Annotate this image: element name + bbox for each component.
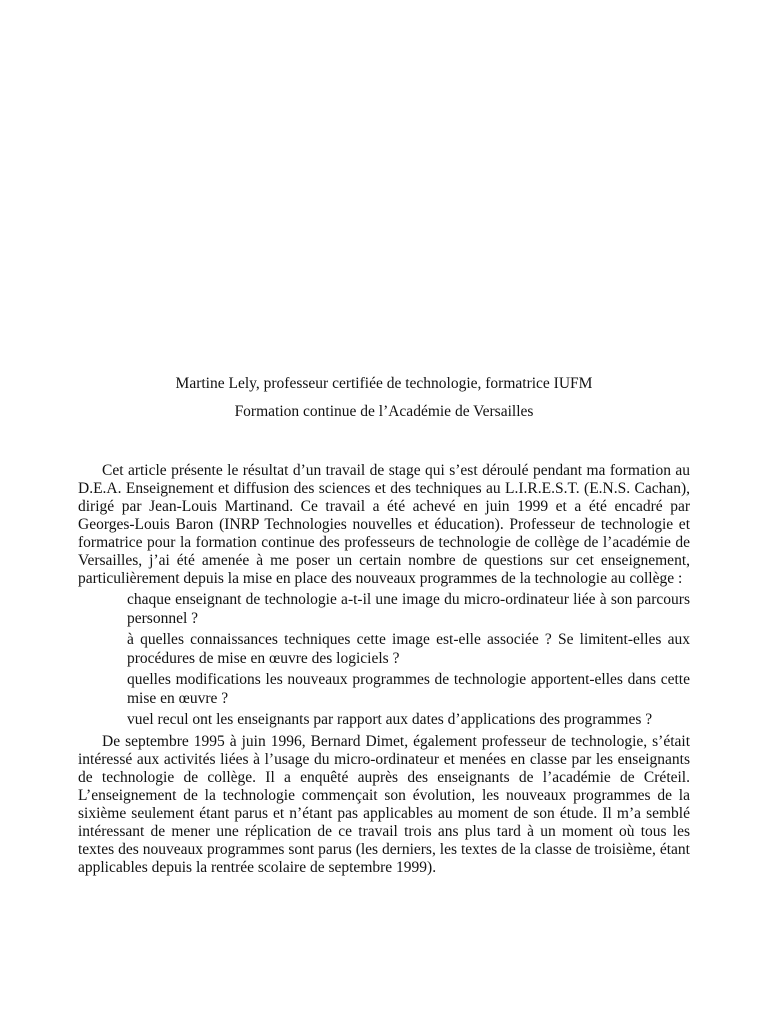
list-item: vuel recul ont les enseignants par rapport aux dates d’applications des programmes ? — [127, 711, 653, 728]
article-body — [78, 462, 690, 877]
context-paragraph: De septembre 1995 à juin 1996, Bernard Dimet, également professeur de technologie, s’était intéressé aux activités liées à l’usage du micro-ordinateur et menées en classe par les enseignants de technologie de collège. Il a enquêté auprès des enseignants de l’académie de Créteil. L’enseignement de la technologie commençait son évolution, les nouveaux programmes de la sixième seulement étant parus et n’étant pas applicables au moment de son étude. Il m’a semblé intéressant de mener une réplication de ce travail trois ans plus tard à un moment où tous les textes des nouveaux programmes sont parus (les derniers, les textes de la classe de troisième, étant applicables depuis la rentrée scolaire de septembre 1999). — [78, 733, 690, 876]
document-page — [78, 374, 690, 877]
list-item: chaque enseignant de technologie a-t-il une image du micro-ordinateur liée à son parcours personnel ? — [127, 591, 690, 627]
institution-line: Formation continue de l’Académie de Versailles — [234, 403, 534, 420]
question-list — [78, 590, 690, 729]
intro-paragraph: Cet article présente le résultat d’un travail de stage qui s’est déroulé pendant ma formation au D.E.A. Enseignement et diffusion des sciences et des techniques au L.I.R.E.S.T. (E.N.S. Cachan), dirigé par Jean-Louis Martinand. Ce travail a été achevé en juin 1999 et a été encadré par Georges-Louis Baron (INRP Technologies nouvelles et éducation). Professeur de technologie et formatrice pour la formation continue des professeurs de technologie de collège de l’académie de Versailles, j’ai été amenée à me poser un certain nombre de questions sur cet enseignement, particulièrement depuis la mise en place des nouveaux programmes de la technologie au collège : — [78, 462, 690, 587]
list-item: quelles modifications les nouveaux programmes de technologie apportent-elles dans cette mise en œuvre ? — [127, 671, 690, 707]
author-line: Martine Lely, professeur certifiée de technologie, formatrice IUFM — [175, 375, 593, 392]
list-item: à quelles connaissances techniques cette image est-elle associée ? Se limitent-elles aux procédures de mise en œuvre des logiciels ? — [127, 631, 690, 667]
